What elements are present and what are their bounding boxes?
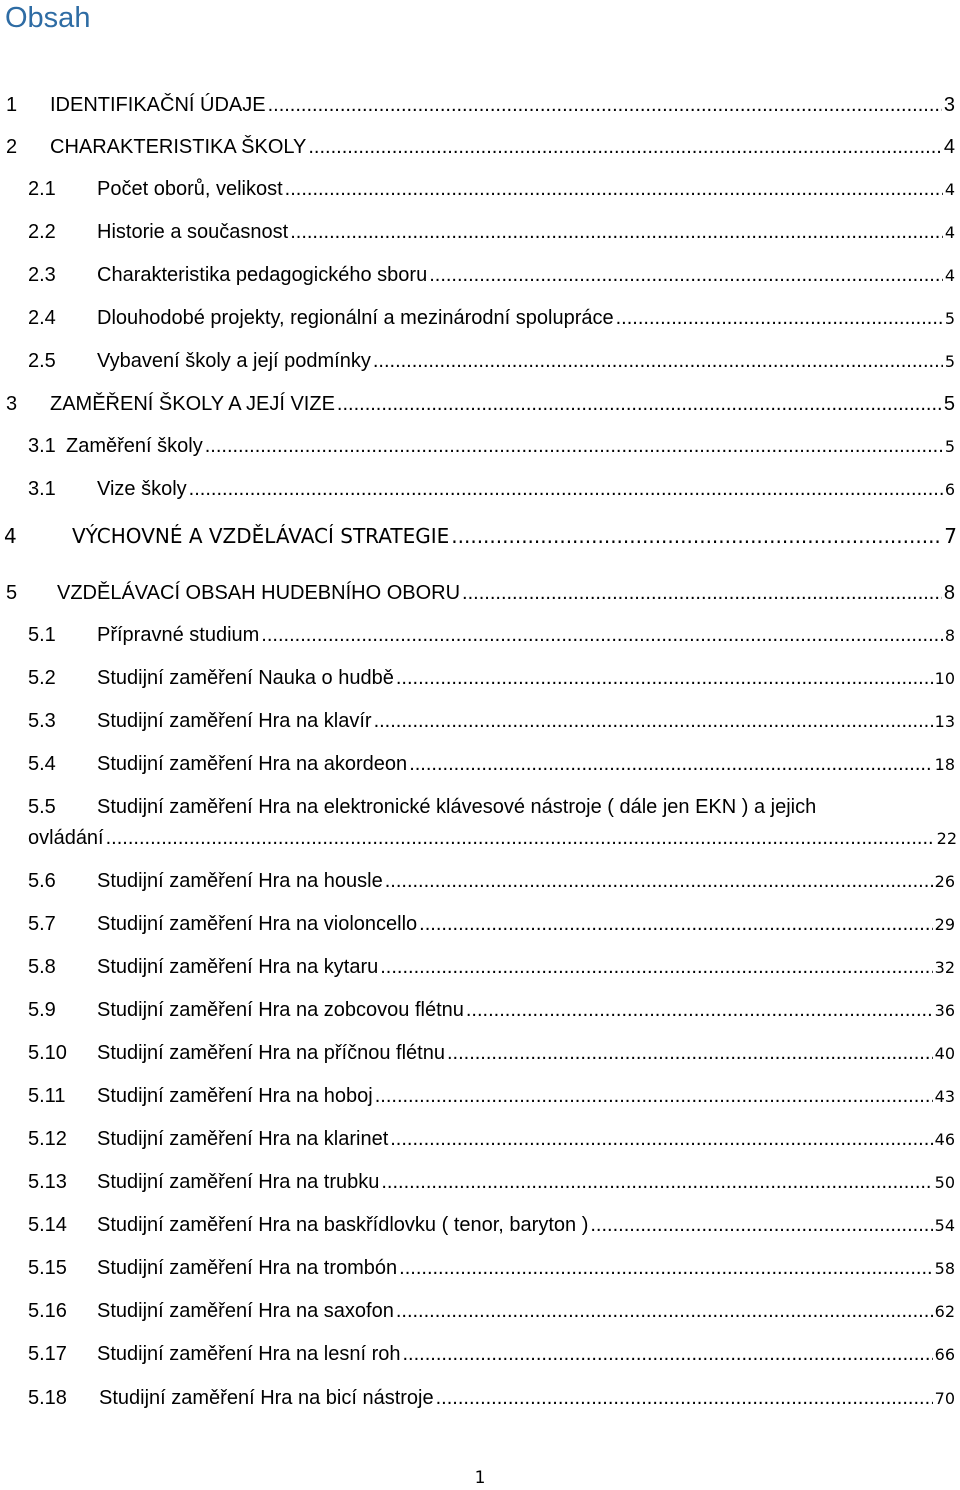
toc-entry-number: 5.4 [28, 753, 56, 775]
toc-entry-title: Studijní zaměření Hra na violoncello [97, 913, 418, 935]
toc-entry-number: 2 [6, 136, 18, 158]
toc-entry-title: Studijní zaměření Hra na housle [97, 870, 383, 892]
toc-entry-page: 40 [934, 1044, 955, 1063]
toc-entry-title: Zaměření školy [66, 435, 203, 457]
toc-leader-dots [308, 132, 942, 162]
toc-entry-page: 29 [934, 915, 955, 934]
toc-entry[interactable] [0, 431, 960, 461]
toc-entry-number: 5.10 [28, 1042, 67, 1064]
toc-entry[interactable] [0, 1210, 960, 1240]
toc-entry-title: Studijní zaměření Nauka o hudbě [97, 667, 394, 689]
toc-leader-dots [616, 303, 943, 333]
toc-leader-dots [374, 706, 933, 736]
toc-entry[interactable] [0, 620, 960, 650]
toc-leader-dots [429, 260, 943, 290]
toc-entry-title: Počet oborů, velikost [97, 178, 283, 200]
toc-entry-title: Studijní zaměření Hra na trubku [97, 1171, 380, 1193]
toc-entry[interactable] [0, 521, 960, 551]
toc-entry-number: 5.18 [28, 1387, 67, 1409]
toc-entry-number: 3 [6, 393, 18, 415]
toc-entry-page: 7 [944, 524, 957, 548]
toc-leader-dots [373, 346, 943, 376]
toc-leader-dots [396, 663, 933, 693]
toc-entry-number: 5.9 [28, 999, 56, 1021]
toc-entry-number: 4 [4, 524, 17, 548]
toc-leader-dots [447, 1038, 933, 1068]
toc-entry[interactable] [0, 389, 960, 419]
toc-entry[interactable] [0, 132, 960, 162]
toc-leader-dots [466, 995, 933, 1025]
toc-entry-page: 46 [934, 1130, 955, 1149]
toc-entry[interactable] [0, 260, 960, 290]
toc-leader-dots [285, 174, 943, 204]
toc-entry-title: Historie a současnost [97, 221, 289, 243]
toc-leader-dots [261, 620, 943, 650]
toc-leader-dots [337, 389, 942, 419]
toc-entry[interactable] [0, 346, 960, 376]
toc-entry-number: 5.11 [28, 1085, 66, 1107]
toc-entry-number: 5.16 [28, 1300, 67, 1322]
toc-leader-dots [462, 578, 942, 608]
toc-entry-number: 3.1 [28, 478, 56, 500]
toc-leader-dots [419, 909, 932, 939]
toc-entry-page: 3 [943, 94, 955, 116]
toc-entry[interactable] [0, 663, 960, 693]
toc-entry-title: CHARAKTERISTIKA ŠKOLY [50, 136, 307, 158]
toc-entry-number: 5.8 [28, 956, 56, 978]
toc-entry-title: IDENTIFIKAČNÍ ÚDAJE [50, 94, 266, 116]
toc-leader-dots [390, 1124, 932, 1154]
toc-entry-page: 4 [944, 223, 955, 242]
toc-entry[interactable] [0, 952, 960, 982]
toc-entry-page: 4 [944, 180, 955, 199]
toc-entry-title: Studijní zaměření Hra na příčnou flétnu [97, 1042, 445, 1064]
toc-entry[interactable] [0, 1167, 960, 1197]
toc-entry-page: 32 [934, 958, 955, 977]
toc-entry-number: 2.3 [28, 264, 56, 286]
toc-leader-dots [403, 1339, 933, 1369]
toc-entry-number: 5.13 [28, 1171, 67, 1193]
toc-leader-dots [205, 431, 943, 461]
toc-entry-title: VZDĚLÁVACÍ OBSAH HUDEBNÍHO OBORU [57, 582, 461, 604]
toc-entry-title: Charakteristika pedagogického sboru [97, 264, 428, 286]
toc-entry-page: 8 [943, 582, 955, 604]
toc-entry-page: 26 [934, 872, 955, 891]
toc-leader-dots [290, 217, 943, 247]
toc-entry-title: Vybavení školy a její podmínky [97, 350, 371, 372]
toc-entry[interactable] [0, 1081, 960, 1111]
toc-entry-number: 3.1 [28, 435, 56, 457]
toc-entry-page: 13 [934, 712, 955, 731]
toc-entry-page: 36 [934, 1001, 955, 1020]
toc-leader-dots [399, 1253, 932, 1283]
toc-entry-page: 5 [943, 393, 955, 415]
toc-leader-dots [268, 90, 942, 120]
toc-entry-page: 6 [944, 480, 955, 499]
page-number: 1 [474, 1468, 486, 1488]
toc-entry-title: Studijní zaměření Hra na klarinet [97, 1128, 389, 1150]
toc-entry-number: 5.14 [28, 1214, 67, 1236]
toc-entry-page: 5 [944, 437, 955, 456]
toc-entry[interactable] [0, 995, 960, 1025]
toc-entry-number: 5.17 [28, 1343, 67, 1365]
toc-entry-page: 5 [944, 352, 955, 371]
toc-entry-title: Dlouhodobé projekty, regionální a mezinárodní spolupráce [97, 307, 614, 329]
toc-entry-page: 70 [934, 1389, 955, 1408]
toc-entry-number: 5.7 [28, 913, 56, 935]
toc-entry[interactable] [0, 1038, 960, 1068]
toc-entry-page: 62 [934, 1302, 955, 1321]
toc-leader-dots [380, 952, 932, 982]
toc-entry-page: 58 [934, 1259, 955, 1278]
toc-entry[interactable] [0, 792, 960, 862]
toc-entry-title: Studijní zaměření Hra na saxofon [97, 1300, 394, 1322]
toc-entry-title: Vize školy [97, 478, 187, 500]
toc-entry-title: Studijní zaměření Hra na zobcovou flétnu [97, 999, 464, 1021]
toc-leader-dots [590, 1210, 932, 1240]
toc-entry[interactable] [0, 174, 960, 204]
toc-entry-number: 2.2 [28, 221, 56, 243]
toc-entry-number: 5.2 [28, 667, 56, 689]
toc-leader-dots [189, 474, 943, 504]
toc-entry-title: Studijní zaměření Hra na akordeon [97, 753, 408, 775]
toc-entry-page: 10 [934, 669, 955, 688]
toc-entry-page: 66 [934, 1345, 955, 1364]
toc-entry[interactable] [0, 1383, 960, 1413]
toc-leader-dots [375, 1081, 933, 1111]
toc-entry[interactable] [0, 706, 960, 736]
toc-entry[interactable] [0, 1253, 960, 1283]
toc-leader-dots [381, 1167, 932, 1197]
toc-entry[interactable] [0, 1124, 960, 1154]
toc-entry-title: Přípravné studium [97, 624, 260, 646]
toc-entry-page: 22 [936, 829, 957, 848]
toc-entry-number: 1 [6, 94, 18, 116]
toc-entry-number: 5.12 [28, 1128, 67, 1150]
toc-entry-number: 2.1 [28, 178, 56, 200]
toc-entry-title: Studijní zaměření Hra na kytaru [97, 956, 379, 978]
toc-entry-page: 50 [934, 1173, 955, 1192]
toc-entry-number: 5.1 [28, 624, 56, 646]
toc-entry[interactable] [0, 866, 960, 896]
toc-entry-page: 4 [944, 266, 955, 285]
toc-leader-dots [436, 1383, 933, 1413]
toc-entry-number: 5.5 [28, 796, 56, 818]
toc-entry-page: 8 [944, 626, 955, 645]
toc-entry-page: 18 [934, 755, 955, 774]
toc-entry-page: 43 [934, 1087, 955, 1106]
toc-entry-page: 5 [944, 309, 955, 328]
toc-entry-title-continuation: ovládání [28, 827, 104, 849]
toc-leader-dots [451, 521, 942, 551]
toc-entry-title: Studijní zaměření Hra na baskřídlovku ( tenor, baryton ) [97, 1214, 589, 1236]
toc-entry-title: Studijní zaměření Hra na klavír [97, 710, 372, 732]
toc-leader-dots [396, 1296, 933, 1326]
toc-leader-dots [409, 749, 932, 779]
toc-entry-title: Studijní zaměření Hra na bicí nástroje [99, 1387, 434, 1409]
toc-entry-title: Studijní zaměření Hra na hoboj [97, 1085, 373, 1107]
toc-entry-title: Studijní zaměření Hra na elektronické klávesové nástroje ( dále jen EKN ) a jejich [97, 796, 817, 818]
toc-entry[interactable] [0, 1296, 960, 1326]
toc-entry-title: ZAMĚŘENÍ ŠKOLY A JEJÍ VIZE [50, 393, 335, 415]
toc-entry-number: 5.3 [28, 710, 56, 732]
toc-entry[interactable] [0, 303, 960, 333]
toc-entry-number: 5.15 [28, 1257, 67, 1279]
toc-entry-title: Studijní zaměření Hra na trombón [97, 1257, 398, 1279]
toc-entry[interactable] [0, 217, 960, 247]
toc-leader-dots [106, 823, 935, 853]
toc-entry-number: 2.4 [28, 307, 56, 329]
toc-leader-dots [385, 866, 933, 896]
page-title: Obsah [5, 2, 91, 34]
toc-entry-number: 5.6 [28, 870, 56, 892]
toc-entry-title: Studijní zaměření Hra na lesní roh [97, 1343, 401, 1365]
toc-entry[interactable] [0, 90, 960, 120]
toc-entry-page: 54 [934, 1216, 955, 1235]
toc-entry-title: VÝCHOVNÉ A VZDĚLÁVACÍ STRATEGIE [72, 524, 450, 548]
toc-entry-page: 4 [943, 136, 955, 158]
toc-entry[interactable] [0, 749, 960, 779]
toc-entry[interactable] [0, 909, 960, 939]
toc-entry[interactable] [0, 1339, 960, 1369]
toc-entry-number: 5 [6, 582, 18, 604]
toc-entry-number: 2.5 [28, 350, 56, 372]
toc-entry[interactable] [0, 578, 960, 608]
toc-entry[interactable] [0, 474, 960, 504]
